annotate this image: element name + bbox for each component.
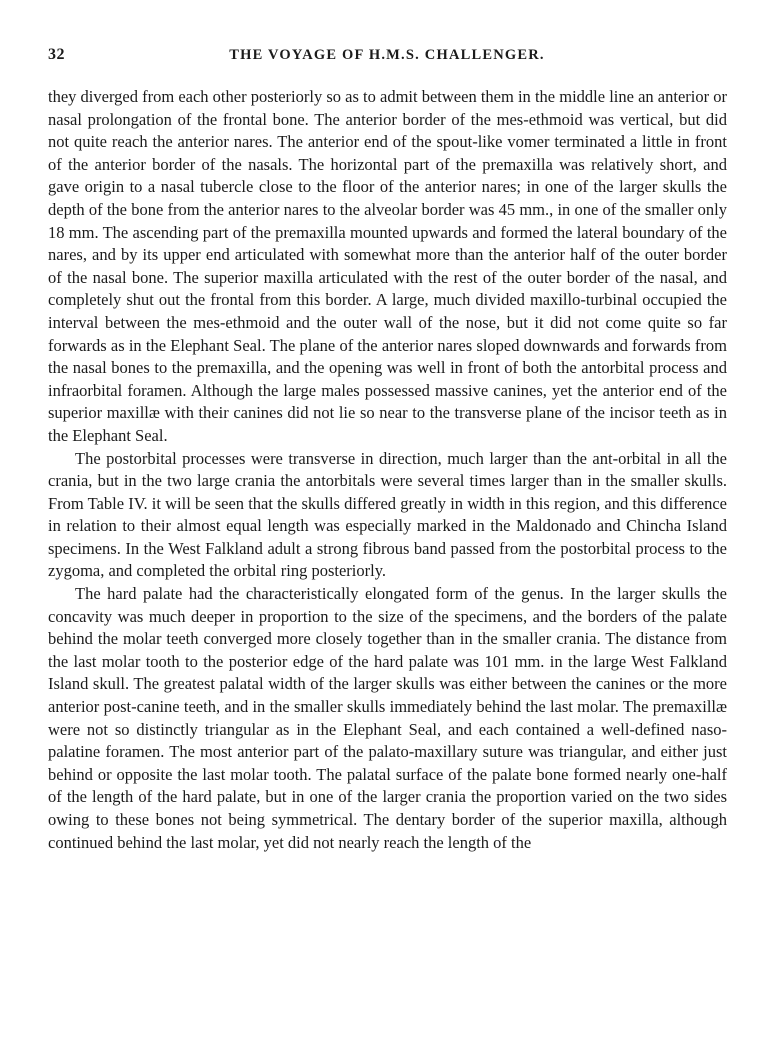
running-title: THE VOYAGE OF H.M.S. CHALLENGER. [229,47,545,63]
page-number: 32 [48,46,65,63]
page-header [48,46,726,68]
paragraph-hard-palate: The hard palate had the characteristically elongated form of the genus. In the larger skulls the concavity was much deeper in proportion to the size of the specimens, and the borders of the palate behind the molar teeth converged more closely together than in the smaller crania. The distance from the last molar tooth to the posterior edge of the hard palate was 101 mm. in the large West Falkland Island skull. The greatest palatal width of the larger skulls was either between the canines or the more anterior post-canine teeth, and in the smaller skulls immediately behind the last molar. The premaxillæ were not so distinctly triangular as in the Elephant Seal, and each contained a well-defined naso-palatine foramen. The most anterior part of the palato-maxillary suture was triangular, and either just behind or opposite the last molar tooth. The palatal surface of the palate bone formed nearly one-half of the length of the hard palate, but in one of the larger crania the proportion varied on the two sides owing to these bones not being symmetrical. The dentary border of the superior maxilla, although continued behind the last molar, yet did not nearly reach the length of the [48,584,727,852]
paragraph-postorbital: The postorbital processes were transverse in direction, much larger than the ant-orbital in all the crania, but in the two large crania the antorbitals were several times larger than in the smaller skulls. From Table IV. it will be seen that the skulls differed greatly in width in this region, and this difference in relation to their almost equal length was especially marked in the Maldonado and Chincha Island specimens. In the West Falkland adult a strong fibrous band passed from the postorbital process to the zygoma, and completed the orbital ring posteriorly. [48,448,727,581]
body-text [48,86,727,854]
paragraph-continued: they diverged from each other posteriorly so as to admit between them in the middle line an anterior or nasal prolongation of the frontal bone. The anterior border of the mes-ethmoid was vertical, but did not quite reach the anterior nares. The anterior end of the spout-like vomer terminated a little in front of the anterior border of the nasals. The horizontal part of the premaxilla was relatively short, and gave origin to a nasal tubercle close to the floor of the anterior nares; in one of the larger skulls the depth of the bone from the anterior nares to the alveolar border was 45 mm., in one of the smaller only 18 mm. The ascending part of the premaxilla mounted upwards and formed the lateral boundary of the nares, and by its upper end articulated with somewhat more than the anterior half of the outer border of the nasal bone. The superior maxilla articulated with the rest of the outer border of the nasal, and completely shut out the frontal from this border. A large, much divided maxillo-turbinal occupied the interval between the mes-ethmoid and the outer wall of the nose, but it did not come quite so far forwards as in the Elephant Seal. The plane of the anterior nares sloped downwards and forwards from the nasal bones to the premaxilla, and the opening was well in front of both the antorbital process and infraorbital foramen. Although the large males possessed massive canines, yet the anterior end of the superior maxillæ with their canines did not lie so near to the transverse plane of the incisor teeth as in the Elephant Seal. [48,87,727,445]
